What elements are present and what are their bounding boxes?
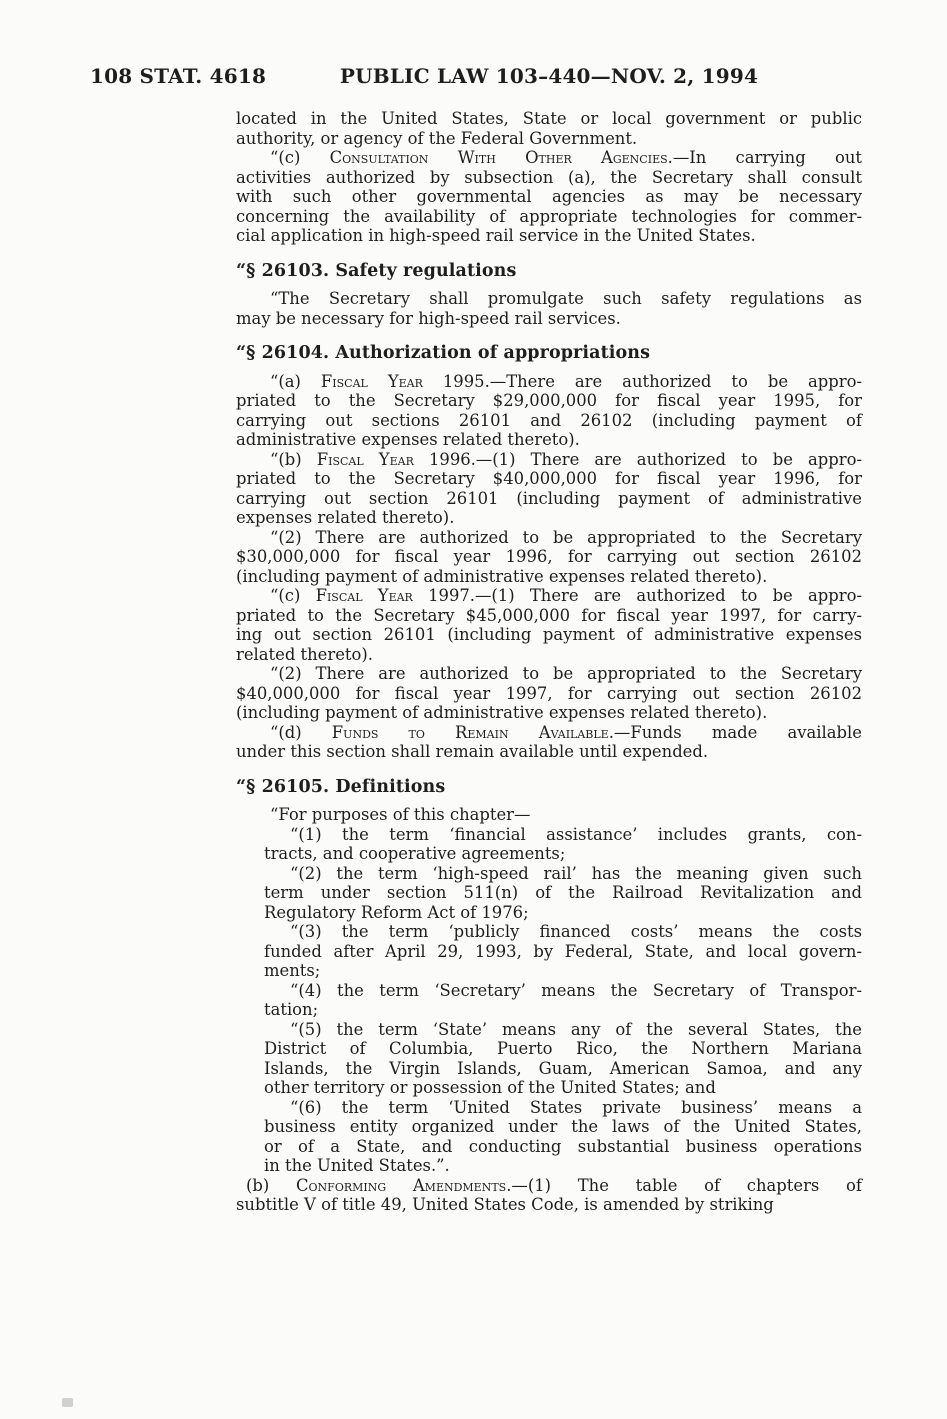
- text-line: “The Secretary shall promulgate such safety regulations as: [270, 289, 862, 308]
- paragraph: [236, 664, 862, 723]
- text-line: “(2) There are authorized to be appropriated to the Secretary: [270, 527, 862, 547]
- small-caps-text: Conforming Amendments: [296, 1175, 507, 1195]
- paragraph: [264, 825, 862, 864]
- text-line: $30,000,000 for fiscal year 1996, for carrying out section 26102: [236, 547, 862, 566]
- text-line: District of Columbia, Puerto Rico, the Northern Mariana: [264, 1039, 862, 1058]
- section-heading: “§ 26105. Definitions: [236, 776, 446, 797]
- text-line: “(2) the term ‘high-speed rail’ has the meaning given such: [290, 863, 862, 883]
- text-line: concerning the availability of appropriate technologies for commer-: [236, 206, 862, 226]
- text-line: “(3) the term ‘publicly financed costs’ means the costs: [290, 922, 862, 941]
- text-line: Islands, the Virgin Islands, Guam, American Samoa, and any: [264, 1058, 862, 1078]
- paragraph: [264, 922, 862, 981]
- text-line: $40,000,000 for fiscal year 1997, for carrying out section 26102: [236, 683, 862, 703]
- text-line: “(d) Funds to Remain Available.—Funds made available: [270, 722, 862, 742]
- paragraph: [264, 1098, 862, 1176]
- page-header: [0, 64, 947, 90]
- text-line: “(1) the term ‘financial assistance’ includes grants, con-: [290, 824, 862, 844]
- text-line: other territory or possession of the United States; and: [264, 1078, 716, 1097]
- paragraph: [236, 148, 862, 246]
- paragraph: [236, 723, 862, 762]
- text-line: “(a) Fiscal Year 1995.—There are authorized to be appro-: [270, 371, 862, 391]
- text-line: “(4) the term ‘Secretary’ means the Secretary of Transpor-: [290, 980, 862, 1000]
- text-line: related thereto).: [236, 644, 373, 664]
- paragraph: [236, 528, 862, 587]
- stat-page-number: 108 STAT. 4618: [90, 64, 267, 88]
- text-line: (including payment of administrative expenses related thereto).: [236, 703, 768, 722]
- text-line: may be necessary for high-speed rail services.: [236, 308, 621, 328]
- text-line: business entity organized under the laws of the United States,: [264, 1117, 862, 1136]
- section-heading: “§ 26104. Authorization of appropriations: [236, 343, 651, 363]
- paragraph: [236, 805, 862, 825]
- text-line: “(5) the term ‘State’ means any of the several States, the: [290, 1019, 862, 1039]
- text-line: “(b) Fiscal Year 1996.—(1) There are authorized to be appro-: [270, 449, 862, 469]
- paragraph: [264, 981, 862, 1020]
- text-line: expenses related thereto).: [236, 508, 455, 527]
- text-line: in the United States.”.: [264, 1156, 450, 1175]
- text-line: priated to the Secretary $29,000,000 for fiscal year 1995, for: [236, 391, 862, 410]
- text-line: located in the United States, State or local government or public: [236, 109, 862, 128]
- text-line: or of a State, and conducting substantial business operations: [264, 1136, 862, 1156]
- small-caps-text: Fiscal Year: [316, 449, 414, 469]
- paragraph: [236, 1176, 862, 1215]
- paragraph: [236, 450, 862, 528]
- paragraph: [264, 864, 862, 923]
- paragraph: [236, 372, 862, 450]
- text-line: priated to the Secretary $40,000,000 for fiscal year 1996, for: [236, 469, 862, 488]
- text-line: term under section 511(n) of the Railroad Revitalization and: [264, 883, 862, 902]
- paragraph: [264, 1020, 862, 1098]
- small-caps-text: Fiscal Year: [315, 586, 413, 605]
- small-caps-text: Funds to Remain Available: [331, 722, 609, 742]
- text-line: activities authorized by subsection (a), the Secretary shall consult: [236, 167, 862, 187]
- text-line: tracts, and cooperative agreements;: [264, 844, 566, 863]
- law-header-title: PUBLIC LAW 103–440—NOV. 2, 1994: [339, 64, 759, 88]
- text-line: (b) Conforming Amendments.—(1) The table of chapters of: [246, 1175, 862, 1195]
- small-caps-text: Fiscal Year: [320, 371, 423, 391]
- text-line: authority, or agency of the Federal Government.: [236, 128, 638, 148]
- text-line: “(6) the term ‘United States private business’ means a: [290, 1097, 862, 1117]
- text-line: tation;: [264, 1000, 319, 1019]
- small-caps-text: Consultation With Other Agencies: [329, 148, 668, 167]
- scan-speck: [62, 1398, 73, 1407]
- text-line: “(c) Fiscal Year 1997.—(1) There are authorized to be appro-: [270, 586, 862, 605]
- text-line: cial application in high-speed rail service in the United States.: [236, 226, 756, 245]
- text-line: carrying out sections 26101 and 26102 (including payment of: [236, 410, 862, 430]
- text-line: priated to the Secretary $45,000,000 for fiscal year 1997, for carry-: [236, 605, 862, 625]
- text-line: with such other governmental agencies as may be necessary: [236, 187, 862, 206]
- text-line: “(c) Consultation With Other Agencies.—In carrying out: [270, 148, 862, 167]
- text-line: funded after April 29, 1993, by Federal, State, and local govern-: [264, 941, 862, 961]
- section-heading: “§ 26103. Safety regulations: [236, 260, 517, 281]
- text-line: ing out section 26101 (including payment of administrative expenses: [236, 625, 862, 644]
- paragraph: [236, 289, 862, 328]
- text-line: “(2) There are authorized to be appropriated to the Secretary: [270, 664, 862, 683]
- text-line: ments;: [264, 961, 321, 980]
- text-line: Regulatory Reform Act of 1976;: [264, 902, 529, 922]
- paragraph: [236, 586, 862, 664]
- text-line: “For purposes of this chapter—: [270, 805, 531, 824]
- text-line: administrative expenses related thereto).: [236, 430, 580, 449]
- text-line: subtitle V of title 49, United States Code, is amended by striking: [236, 1195, 774, 1214]
- document-body: [236, 109, 862, 1215]
- text-line: (including payment of administrative expenses related thereto).: [236, 566, 768, 586]
- paragraph: [236, 109, 862, 148]
- text-line: under this section shall remain available until expended.: [236, 742, 709, 761]
- text-line: carrying out section 26101 (including payment of administrative: [236, 488, 862, 508]
